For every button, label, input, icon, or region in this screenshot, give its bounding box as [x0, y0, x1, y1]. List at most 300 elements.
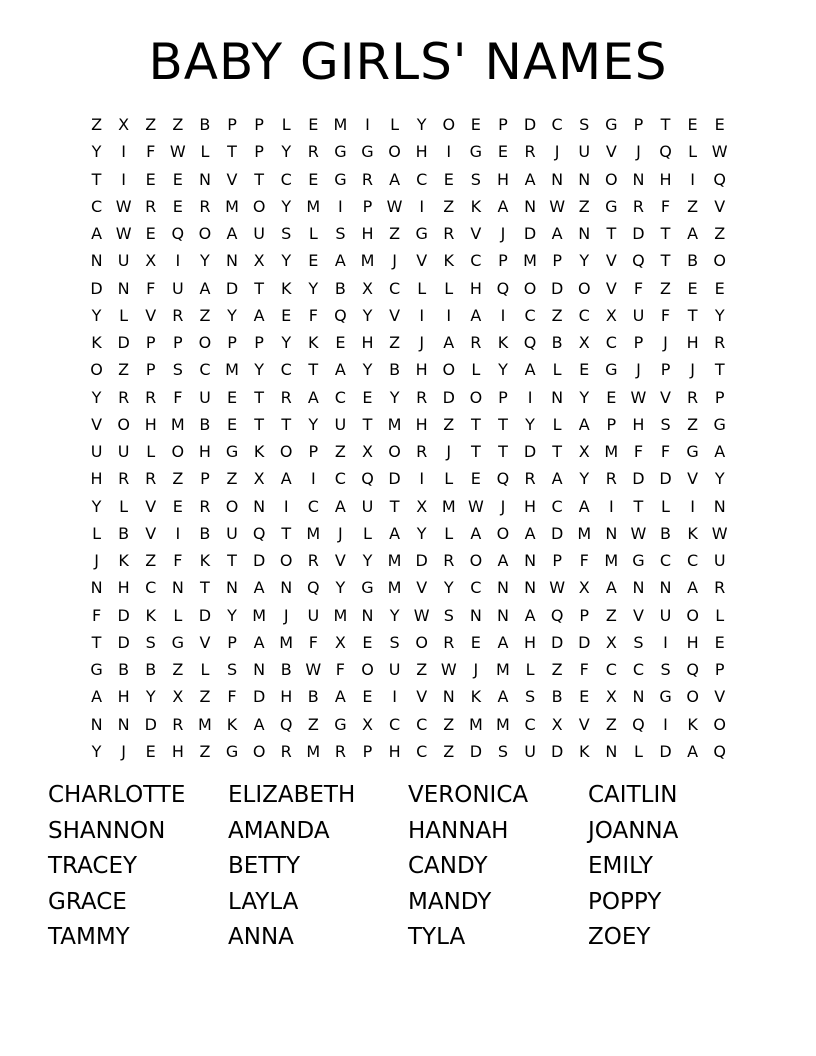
grid-letter[interactable]: B	[307, 687, 319, 707]
grid-letter[interactable]: J	[500, 496, 506, 516]
grid-letter[interactable]: Y	[91, 142, 102, 162]
grid-letter[interactable]: I	[663, 714, 668, 734]
grid-letter[interactable]: N	[226, 578, 238, 598]
grid-letter[interactable]: F	[91, 605, 102, 625]
grid-letter[interactable]: L	[633, 741, 643, 761]
grid-letter[interactable]: J	[663, 333, 668, 353]
grid-letter[interactable]: D	[550, 741, 564, 761]
grid-letter[interactable]: Z	[605, 714, 617, 734]
grid-letter[interactable]: Z	[389, 333, 401, 353]
grid-letter[interactable]: P	[308, 442, 319, 462]
grid-letter[interactable]: W	[386, 196, 403, 216]
grid-letter[interactable]: P	[660, 360, 671, 380]
grid-letter[interactable]: F	[146, 142, 156, 162]
grid-letter[interactable]: A	[253, 632, 265, 652]
grid-letter[interactable]: T	[498, 442, 508, 462]
grid-letter[interactable]: O	[90, 360, 103, 380]
grid-letter[interactable]: M	[225, 360, 239, 380]
grid-letter[interactable]: R	[280, 387, 292, 407]
grid-letter[interactable]: Y	[254, 360, 264, 380]
grid-letter[interactable]: A	[91, 224, 103, 244]
grid-letter[interactable]: W	[711, 523, 728, 543]
grid-letter[interactable]: H	[686, 632, 699, 652]
grid-letter[interactable]: U	[117, 251, 130, 271]
grid-letter[interactable]: X	[362, 442, 373, 462]
grid-letter[interactable]: T	[281, 523, 292, 543]
grid-letter[interactable]: R	[416, 442, 428, 462]
grid-letter[interactable]: A	[578, 414, 590, 434]
grid-letter[interactable]: A	[551, 469, 563, 489]
grid-letter[interactable]: Z	[416, 660, 428, 680]
grid-letter[interactable]: R	[145, 387, 157, 407]
grid-letter[interactable]: W	[549, 578, 566, 598]
grid-letter[interactable]: O	[496, 523, 510, 543]
grid-letter[interactable]: H	[415, 142, 428, 162]
grid-letter[interactable]: Y	[714, 305, 725, 325]
grid-letter[interactable]: Y	[91, 387, 102, 407]
grid-letter[interactable]: U	[90, 442, 103, 462]
grid-letter[interactable]: Z	[551, 305, 563, 325]
grid-letter[interactable]: I	[690, 496, 695, 516]
grid-letter[interactable]: U	[361, 496, 374, 516]
grid-letter[interactable]: F	[660, 442, 671, 462]
grid-letter[interactable]: E	[579, 687, 590, 707]
grid-letter[interactable]: A	[551, 224, 563, 244]
grid-letter[interactable]: Y	[389, 605, 400, 625]
grid-letter[interactable]: D	[252, 687, 266, 707]
grid-letter[interactable]: C	[280, 360, 292, 380]
grid-letter[interactable]: N	[171, 578, 184, 598]
grid-letter[interactable]: I	[283, 496, 289, 516]
grid-letter[interactable]: E	[281, 305, 292, 325]
grid-letter[interactable]: Z	[443, 196, 455, 216]
grid-letter[interactable]: Z	[172, 469, 184, 489]
grid-letter[interactable]: T	[389, 496, 400, 516]
grid-letter[interactable]: D	[550, 278, 564, 298]
grid-letter[interactable]: L	[119, 305, 129, 325]
grid-letter[interactable]: C	[307, 496, 319, 516]
grid-letter[interactable]: E	[172, 169, 183, 189]
grid-letter[interactable]: E	[362, 632, 373, 652]
grid-letter[interactable]: N	[524, 578, 537, 598]
grid-letter[interactable]: I	[608, 496, 614, 516]
grid-letter[interactable]: Z	[551, 660, 563, 680]
grid-letter[interactable]: L	[525, 660, 535, 680]
grid-letter[interactable]: N	[117, 278, 130, 298]
grid-letter[interactable]: U	[307, 605, 320, 625]
grid-letter[interactable]: M	[170, 414, 185, 434]
grid-letter[interactable]: F	[579, 551, 589, 571]
grid-letter[interactable]: D	[388, 469, 401, 489]
grid-letter[interactable]: X	[578, 333, 590, 353]
grid-letter[interactable]: C	[334, 387, 346, 407]
grid-letter[interactable]: Q	[550, 605, 564, 625]
grid-letter[interactable]: E	[497, 142, 508, 162]
grid-letter[interactable]: Y	[362, 305, 373, 325]
grid-letter[interactable]: O	[252, 741, 266, 761]
grid-letter[interactable]: T	[254, 169, 264, 189]
grid-letter[interactable]: E	[145, 741, 156, 761]
grid-letter[interactable]: G	[605, 115, 618, 135]
grid-letter[interactable]: E	[308, 251, 319, 271]
grid-letter[interactable]: L	[715, 605, 725, 625]
grid-letter[interactable]: A	[389, 523, 401, 543]
grid-letter[interactable]: Y	[281, 333, 292, 353]
grid-letter[interactable]: P	[498, 387, 508, 407]
grid-letter[interactable]: V	[199, 632, 211, 652]
grid-letter[interactable]: T	[200, 578, 210, 598]
grid-letter[interactable]: N	[496, 605, 509, 625]
grid-letter[interactable]: N	[713, 496, 726, 516]
grid-letter[interactable]: P	[173, 333, 183, 353]
grid-letter[interactable]: I	[175, 251, 181, 271]
grid-letter[interactable]: Z	[578, 196, 590, 216]
grid-letter[interactable]: E	[714, 115, 725, 135]
grid-letter[interactable]: R	[443, 551, 455, 571]
grid-letter[interactable]: N	[280, 578, 293, 598]
grid-letter[interactable]: Z	[172, 115, 184, 135]
grid-letter[interactable]: M	[306, 741, 321, 761]
grid-letter[interactable]: P	[145, 333, 156, 353]
grid-letter[interactable]: N	[253, 660, 266, 680]
grid-letter[interactable]: O	[198, 333, 212, 353]
grid-letter[interactable]: I	[419, 305, 425, 325]
grid-letter[interactable]: W	[413, 605, 430, 625]
grid-letter[interactable]: M	[198, 714, 212, 734]
grid-letter[interactable]: Y	[416, 523, 427, 543]
grid-letter[interactable]: L	[661, 496, 670, 516]
grid-letter[interactable]: T	[606, 224, 617, 244]
grid-letter[interactable]: M	[441, 496, 456, 516]
grid-letter[interactable]: U	[659, 605, 672, 625]
grid-letter[interactable]: N	[90, 714, 103, 734]
grid-letter[interactable]: E	[145, 224, 156, 244]
grid-letter[interactable]: R	[199, 196, 211, 216]
grid-letter[interactable]: R	[443, 632, 455, 652]
grid-letter[interactable]: J	[554, 142, 560, 162]
grid-letter[interactable]: N	[524, 551, 537, 571]
grid-letter[interactable]: N	[226, 251, 238, 271]
grid-letter[interactable]: N	[605, 741, 618, 761]
grid-letter[interactable]: A	[497, 196, 509, 216]
grid-letter[interactable]: Y	[281, 251, 292, 271]
grid-letter[interactable]: A	[334, 251, 346, 271]
grid-letter[interactable]: A	[443, 333, 455, 353]
grid-letter[interactable]: Q	[361, 469, 374, 489]
grid-letter[interactable]: K	[497, 333, 509, 353]
grid-letter[interactable]: Z	[389, 224, 401, 244]
grid-letter[interactable]: L	[281, 115, 291, 135]
grid-letter[interactable]: A	[497, 551, 509, 571]
grid-letter[interactable]: H	[524, 632, 537, 652]
grid-letter[interactable]: Z	[443, 414, 455, 434]
grid-letter[interactable]: A	[280, 469, 292, 489]
grid-letter[interactable]: D	[523, 224, 537, 244]
grid-letter[interactable]: L	[444, 469, 454, 489]
grid-letter[interactable]: A	[497, 632, 509, 652]
grid-letter[interactable]: T	[660, 224, 671, 244]
grid-letter[interactable]: Y	[389, 387, 400, 407]
grid-letter[interactable]: E	[308, 115, 319, 135]
grid-letter[interactable]: Y	[443, 578, 454, 598]
grid-letter[interactable]: Q	[632, 251, 645, 271]
grid-letter[interactable]: N	[198, 169, 211, 189]
grid-letter[interactable]: O	[252, 196, 266, 216]
grid-letter[interactable]: C	[659, 551, 672, 571]
grid-letter[interactable]: I	[338, 196, 343, 216]
grid-letter[interactable]: Z	[443, 714, 455, 734]
grid-letter[interactable]: Z	[145, 551, 157, 571]
grid-letter[interactable]: G	[659, 687, 672, 707]
grid-letter[interactable]: C	[416, 714, 428, 734]
grid-letter[interactable]: P	[362, 196, 373, 216]
grid-letter[interactable]: S	[470, 169, 481, 189]
grid-letter[interactable]: J	[500, 224, 506, 244]
grid-letter[interactable]: F	[308, 305, 318, 325]
grid-letter[interactable]: E	[335, 333, 346, 353]
grid-letter[interactable]: O	[225, 496, 239, 516]
grid-letter[interactable]: Q	[252, 523, 266, 543]
grid-letter[interactable]: A	[470, 523, 482, 543]
grid-letter[interactable]: J	[473, 660, 479, 680]
grid-letter[interactable]: Z	[307, 714, 319, 734]
grid-letter[interactable]: Q	[659, 142, 672, 162]
grid-letter[interactable]: U	[388, 660, 401, 680]
grid-letter[interactable]: O	[713, 714, 726, 734]
grid-letter[interactable]: A	[524, 360, 536, 380]
grid-letter[interactable]: N	[524, 196, 537, 216]
grid-letter[interactable]: N	[496, 578, 509, 598]
grid-letter[interactable]: H	[388, 741, 401, 761]
grid-letter[interactable]: O	[577, 278, 591, 298]
grid-letter[interactable]: N	[632, 169, 645, 189]
grid-letter[interactable]: X	[253, 469, 265, 489]
grid-letter[interactable]: C	[199, 360, 211, 380]
grid-letter[interactable]: I	[121, 169, 126, 189]
grid-letter[interactable]: L	[146, 442, 156, 462]
grid-letter[interactable]: R	[118, 469, 130, 489]
grid-letter[interactable]: Y	[579, 251, 590, 271]
grid-letter[interactable]: T	[714, 360, 725, 380]
grid-letter[interactable]: U	[713, 551, 726, 571]
grid-letter[interactable]: X	[605, 305, 617, 325]
grid-letter[interactable]: Z	[199, 741, 211, 761]
grid-letter[interactable]: R	[172, 305, 184, 325]
grid-letter[interactable]: M	[333, 605, 348, 625]
grid-letter[interactable]: I	[446, 142, 452, 162]
grid-letter[interactable]: B	[145, 660, 157, 680]
grid-letter[interactable]: Z	[687, 196, 699, 216]
grid-letter[interactable]: T	[362, 414, 373, 434]
grid-letter[interactable]: O	[713, 251, 726, 271]
grid-letter[interactable]: C	[388, 278, 401, 298]
grid-letter[interactable]: W	[711, 142, 728, 162]
grid-letter[interactable]: Y	[416, 115, 427, 135]
grid-letter[interactable]: K	[253, 442, 265, 462]
grid-letter[interactable]: B	[551, 333, 563, 353]
grid-letter[interactable]: N	[605, 523, 618, 543]
grid-letter[interactable]: V	[605, 278, 617, 298]
grid-letter[interactable]: S	[633, 632, 644, 652]
grid-letter[interactable]: S	[145, 632, 156, 652]
grid-letter[interactable]: V	[389, 305, 401, 325]
grid-letter[interactable]: A	[253, 578, 265, 598]
grid-letter[interactable]: E	[145, 169, 156, 189]
grid-letter[interactable]: Q	[496, 278, 510, 298]
grid-letter[interactable]: D	[550, 523, 564, 543]
grid-letter[interactable]: Q	[334, 305, 347, 325]
grid-letter[interactable]: X	[253, 251, 265, 271]
grid-letter[interactable]: H	[144, 414, 157, 434]
grid-letter[interactable]: X	[551, 714, 563, 734]
grid-letter[interactable]: R	[334, 741, 346, 761]
grid-letter[interactable]: S	[579, 115, 590, 135]
grid-letter[interactable]: P	[145, 360, 156, 380]
grid-letter[interactable]: Z	[443, 741, 455, 761]
grid-letter[interactable]: Y	[281, 142, 292, 162]
grid-letter[interactable]: R	[145, 469, 157, 489]
grid-letter[interactable]: L	[444, 523, 454, 543]
grid-letter[interactable]: A	[714, 442, 726, 462]
grid-letter[interactable]: V	[226, 169, 238, 189]
grid-letter[interactable]: B	[660, 523, 671, 543]
grid-letter[interactable]: K	[578, 741, 590, 761]
grid-letter[interactable]: D	[659, 741, 672, 761]
grid-letter[interactable]: O	[442, 360, 456, 380]
grid-letter[interactable]: Y	[145, 687, 156, 707]
grid-letter[interactable]: X	[416, 496, 428, 516]
grid-letter[interactable]: V	[714, 687, 726, 707]
grid-letter[interactable]: G	[469, 142, 483, 162]
grid-letter[interactable]: E	[226, 387, 238, 407]
grid-letter[interactable]: M	[306, 523, 321, 543]
grid-letter[interactable]: X	[334, 632, 346, 652]
grid-letter[interactable]: D	[225, 278, 239, 298]
grid-letter[interactable]: O	[523, 278, 537, 298]
grid-letter[interactable]: R	[307, 142, 319, 162]
grid-letter[interactable]: O	[171, 442, 185, 462]
grid-letter[interactable]: N	[551, 387, 564, 407]
grid-letter[interactable]: X	[118, 115, 130, 135]
grid-letter[interactable]: M	[387, 551, 402, 571]
grid-letter[interactable]: X	[362, 714, 373, 734]
grid-letter[interactable]: O	[415, 632, 428, 652]
grid-letter[interactable]: Q	[632, 714, 645, 734]
grid-letter[interactable]: Y	[281, 196, 292, 216]
grid-letter[interactable]: C	[524, 305, 536, 325]
grid-letter[interactable]: P	[633, 333, 644, 353]
grid-letter[interactable]: P	[227, 333, 237, 353]
grid-letter[interactable]: F	[660, 196, 671, 216]
grid-letter[interactable]: A	[524, 523, 536, 543]
grid-letter[interactable]: V	[334, 551, 346, 571]
grid-letter[interactable]: L	[552, 414, 562, 434]
grid-letter[interactable]: F	[660, 305, 671, 325]
grid-letter[interactable]: M	[577, 523, 592, 543]
grid-letter[interactable]: E	[443, 169, 454, 189]
grid-letter[interactable]: C	[605, 333, 617, 353]
grid-letter[interactable]: E	[172, 196, 183, 216]
grid-letter[interactable]: Z	[118, 360, 130, 380]
grid-letter[interactable]: B	[389, 360, 401, 380]
grid-letter[interactable]: M	[387, 578, 402, 598]
grid-letter[interactable]: E	[470, 469, 481, 489]
grid-letter[interactable]: V	[416, 578, 428, 598]
grid-letter[interactable]: P	[254, 142, 264, 162]
grid-letter[interactable]: F	[227, 687, 237, 707]
grid-letter[interactable]: V	[578, 714, 590, 734]
grid-letter[interactable]: B	[199, 414, 211, 434]
grid-letter[interactable]: K	[91, 333, 102, 353]
grid-letter[interactable]: G	[605, 196, 618, 216]
grid-letter[interactable]: G	[334, 714, 347, 734]
grid-letter[interactable]: N	[632, 578, 645, 598]
grid-letter[interactable]: Y	[579, 469, 590, 489]
grid-letter[interactable]: C	[416, 169, 428, 189]
grid-letter[interactable]: P	[200, 469, 210, 489]
grid-letter[interactable]: A	[334, 360, 346, 380]
grid-letter[interactable]: R	[443, 224, 455, 244]
grid-letter[interactable]: W	[630, 387, 647, 407]
grid-letter[interactable]: O	[442, 115, 456, 135]
grid-letter[interactable]: H	[361, 333, 374, 353]
grid-letter[interactable]: A	[687, 578, 699, 598]
grid-letter[interactable]: R	[524, 469, 536, 489]
grid-letter[interactable]: O	[469, 387, 483, 407]
grid-letter[interactable]: F	[633, 442, 644, 462]
grid-letter[interactable]: Q	[279, 714, 293, 734]
grid-letter[interactable]: Z	[172, 660, 184, 680]
grid-letter[interactable]: L	[444, 278, 454, 298]
grid-letter[interactable]: I	[663, 632, 668, 652]
grid-letter[interactable]: T	[281, 414, 292, 434]
grid-letter[interactable]: Z	[145, 115, 157, 135]
grid-letter[interactable]: O	[198, 224, 212, 244]
grid-letter[interactable]: I	[365, 115, 370, 135]
grid-letter[interactable]: U	[632, 305, 645, 325]
grid-letter[interactable]: B	[551, 687, 563, 707]
grid-letter[interactable]: H	[90, 469, 103, 489]
grid-letter[interactable]: C	[524, 714, 536, 734]
grid-letter[interactable]: T	[552, 442, 563, 462]
grid-letter[interactable]: O	[469, 551, 483, 571]
grid-letter[interactable]: D	[523, 442, 537, 462]
grid-letter[interactable]: N	[578, 224, 591, 244]
grid-letter[interactable]: F	[146, 278, 156, 298]
grid-letter[interactable]: G	[90, 660, 103, 680]
grid-letter[interactable]: O	[686, 687, 699, 707]
grid-letter[interactable]: R	[714, 578, 726, 598]
grid-letter[interactable]: P	[579, 605, 590, 625]
grid-letter[interactable]: N	[90, 578, 103, 598]
grid-letter[interactable]: T	[660, 251, 671, 271]
grid-letter[interactable]: X	[578, 442, 590, 462]
grid-letter[interactable]: L	[390, 115, 400, 135]
grid-letter[interactable]: Y	[308, 414, 319, 434]
grid-letter[interactable]: O	[686, 605, 699, 625]
grid-letter[interactable]: C	[388, 714, 401, 734]
grid-letter[interactable]: Y	[498, 360, 508, 380]
grid-letter[interactable]: D	[117, 605, 130, 625]
grid-letter[interactable]: L	[119, 496, 129, 516]
grid-letter[interactable]: V	[416, 251, 428, 271]
grid-letter[interactable]: W	[115, 196, 132, 216]
grid-letter[interactable]: S	[226, 660, 238, 680]
grid-letter[interactable]: H	[686, 333, 699, 353]
grid-letter[interactable]: U	[524, 741, 536, 761]
grid-letter[interactable]: N	[551, 169, 564, 189]
grid-letter[interactable]: L	[552, 360, 562, 380]
